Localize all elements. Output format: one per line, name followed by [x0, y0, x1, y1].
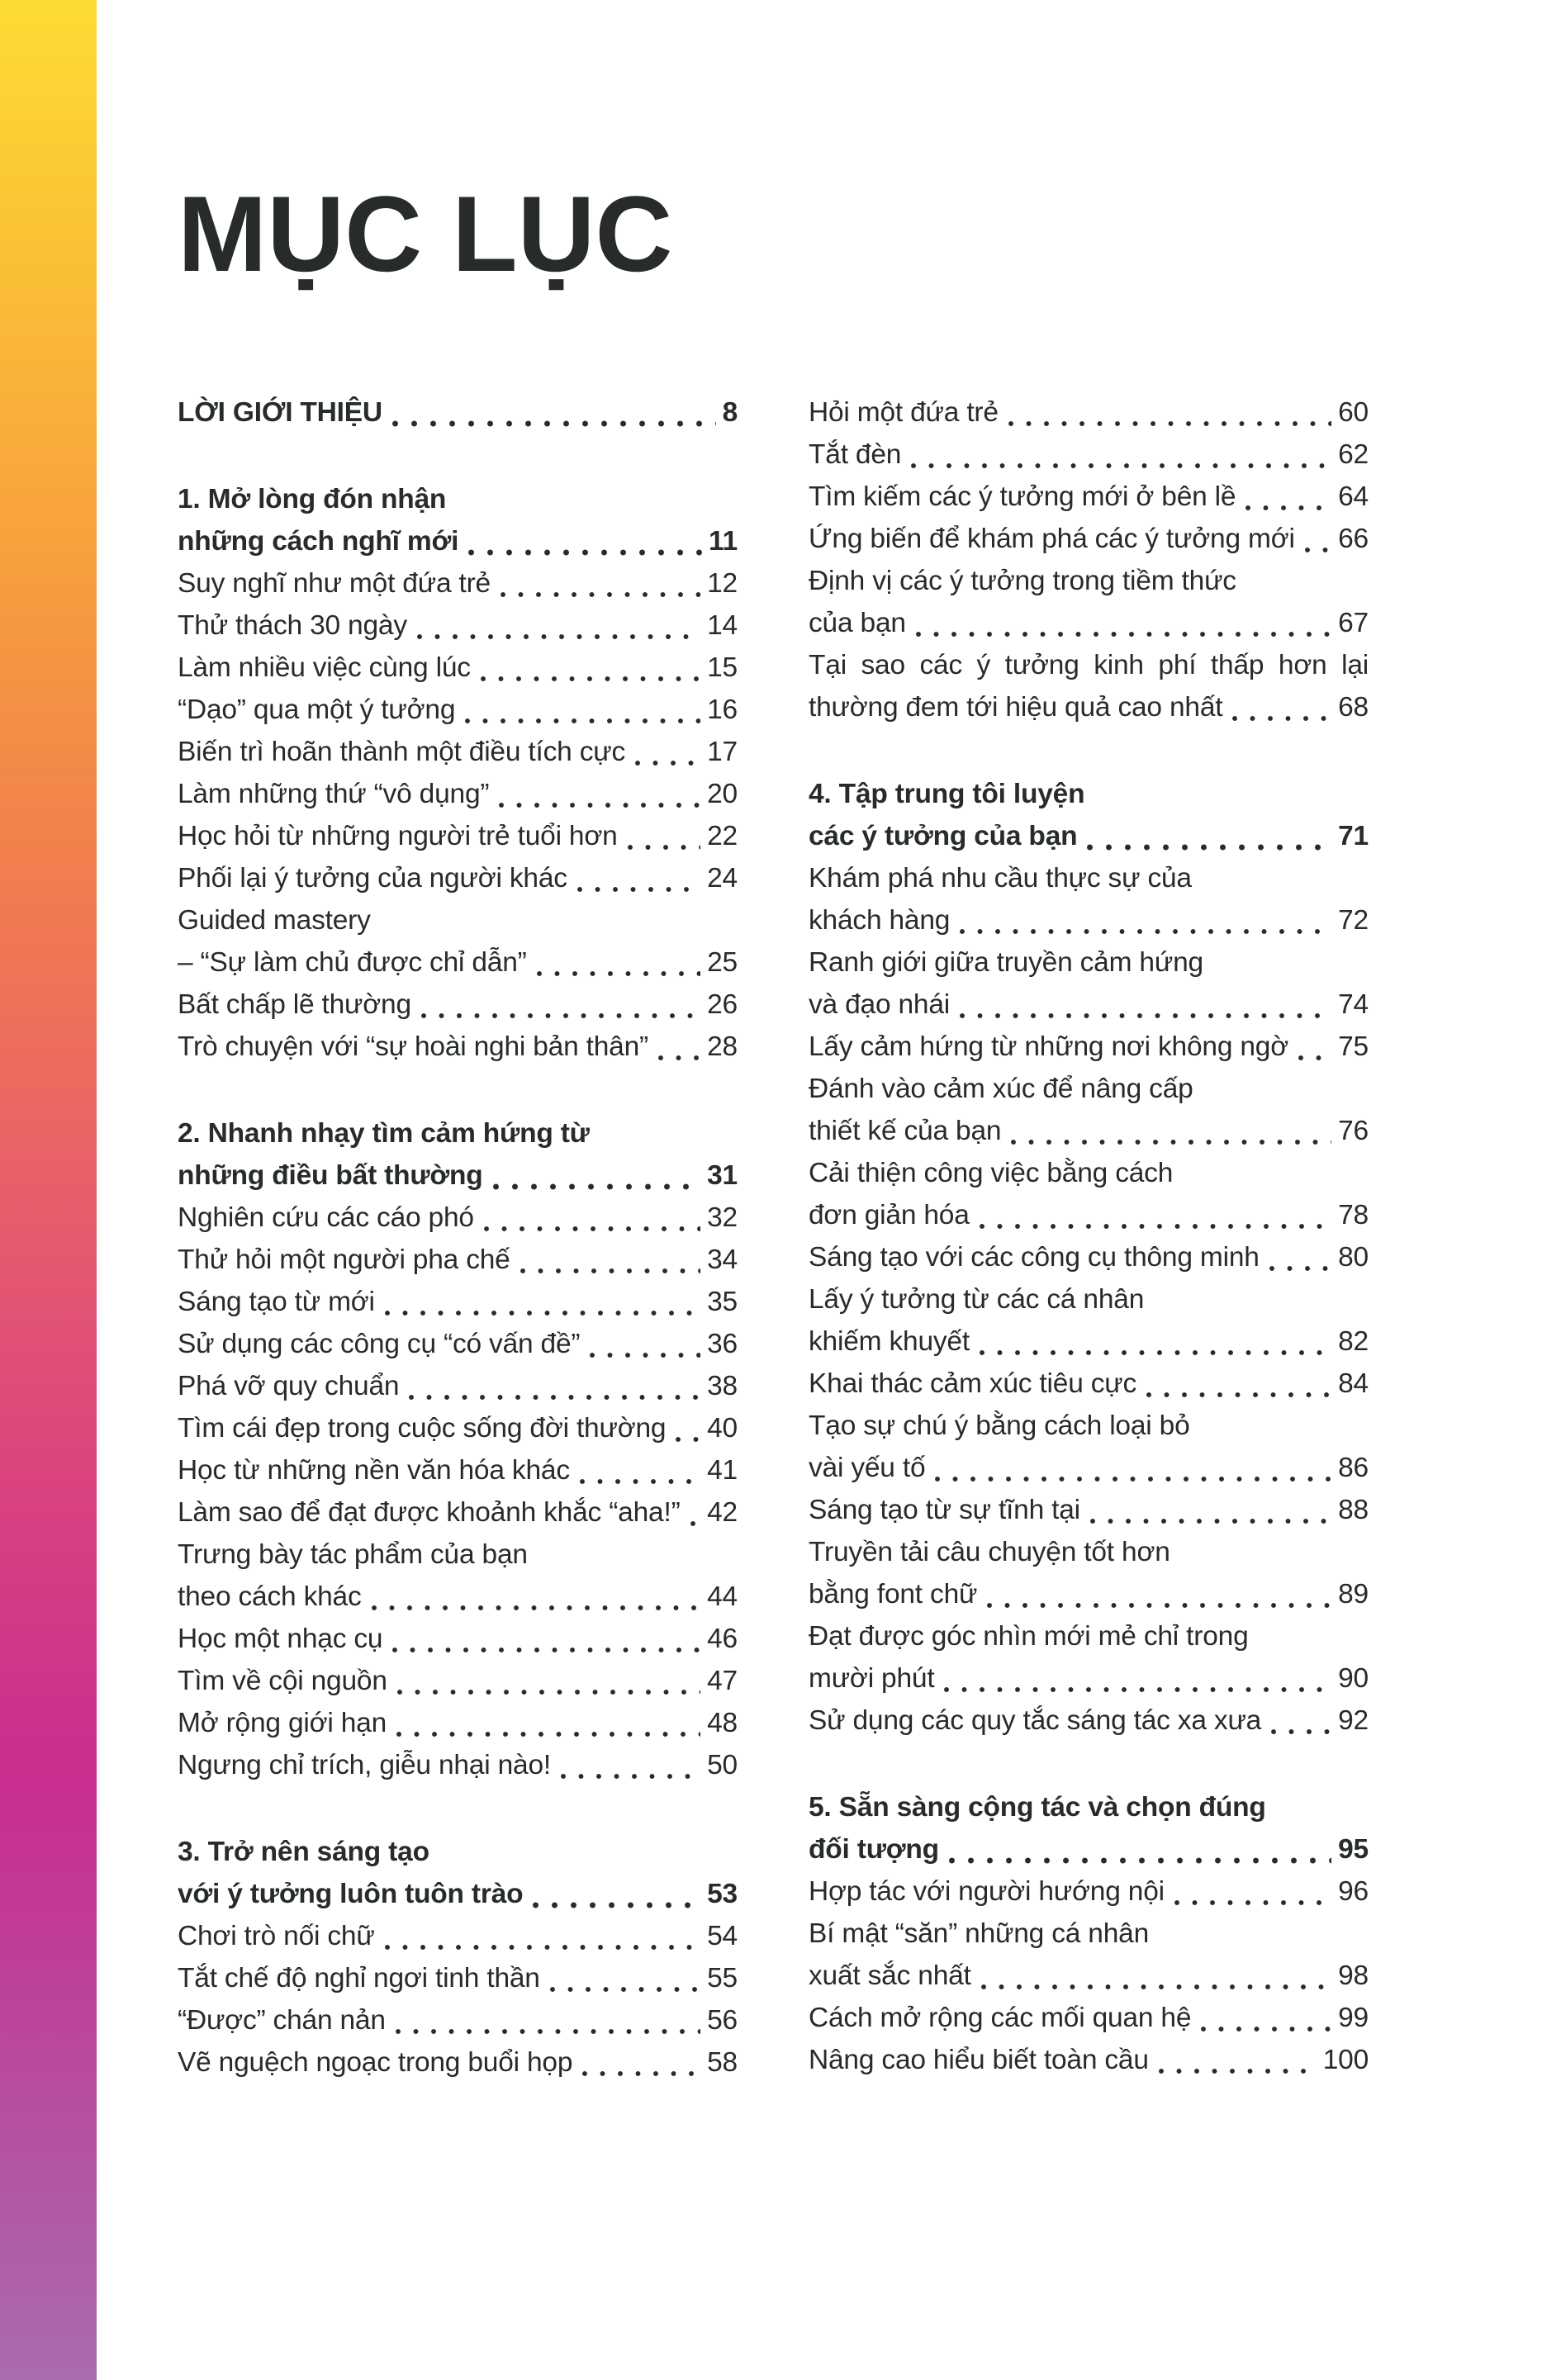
toc-entry-page: 72 — [1338, 905, 1369, 936]
toc-row — [809, 1278, 1369, 1320]
toc-entry-page: 89 — [1338, 1579, 1369, 1610]
toc-row — [809, 1828, 1369, 1870]
toc-row — [178, 1449, 738, 1491]
toc-entry-page: 90 — [1338, 1663, 1369, 1694]
dot-leader — [978, 1222, 1331, 1230]
toc-entry-title: 5. Sẵn sàng cộng tác và chọn đúng — [809, 1792, 1266, 1823]
toc-entry-title: Ngưng chỉ trích, giễu nhại nào! — [178, 1750, 552, 1780]
dot-leader — [391, 1646, 700, 1654]
toc-entry-title: những cách nghĩ mới — [178, 526, 459, 557]
dot-leader — [1157, 2067, 1317, 2075]
dot-leader — [626, 843, 701, 851]
toc-entry-title: Tạo sự chú ý bằng cách loại bỏ — [809, 1410, 1190, 1441]
toc-entry-page: 15 — [707, 652, 738, 683]
toc-entry-title: Guided mastery — [178, 905, 371, 936]
dot-leader — [463, 717, 700, 725]
toc-entry-title: “Được” chán nản — [178, 2005, 386, 2036]
dot-leader — [588, 1351, 700, 1359]
toc-row — [178, 1831, 738, 1873]
dot-leader — [370, 1604, 701, 1612]
toc-entry-page: 53 — [707, 1879, 738, 1909]
toc-entry-title: xuất sắc nhất — [809, 1960, 971, 1991]
toc-entry-title: Làm những thứ “vô dụng” — [178, 779, 490, 809]
toc-entry-title: Tìm về cội nguồn — [178, 1666, 387, 1696]
toc-row — [178, 2041, 738, 2084]
toc-row — [809, 1110, 1369, 1152]
toc-row — [178, 857, 738, 899]
toc-row — [178, 1576, 738, 1618]
toc-row — [178, 1660, 738, 1702]
dot-leader — [491, 1183, 701, 1191]
toc-entry-title: Cách mở rộng các mối quan hệ — [809, 2003, 1192, 2033]
toc-entry-page: 86 — [1338, 1453, 1369, 1483]
toc-entry-page: 95 — [1338, 1834, 1369, 1865]
toc-entry-title: và đạo nhái — [809, 989, 951, 1020]
toc-entry-page: 67 — [1338, 608, 1369, 638]
toc-entry-page: 84 — [1338, 1368, 1369, 1399]
toc-entry-page: 34 — [707, 1245, 738, 1275]
toc-row — [809, 1152, 1369, 1194]
toc-entry-title: những điều bất thường — [178, 1160, 483, 1191]
toc-entry-title: 4. Tập trung tôi luyện — [809, 779, 1085, 809]
toc-entry-title: LỜI GIỚI THIỆU — [178, 397, 382, 428]
toc-row — [809, 1405, 1369, 1447]
toc-row — [809, 391, 1369, 434]
toc-entry-page: 48 — [707, 1708, 738, 1738]
toc-entry-page: 26 — [707, 989, 738, 1020]
dot-leader — [394, 2027, 700, 2036]
toc-row — [809, 644, 1369, 686]
toc-entry-page: 42 — [707, 1497, 738, 1528]
toc-entry-title: Phối lại ý tưởng của người khác — [178, 863, 567, 894]
toc-row — [178, 1323, 738, 1365]
toc-entry-title: Tại sao các ý tưởng kinh phí thấp hơn lại — [809, 650, 1369, 680]
toc-row — [178, 1112, 738, 1154]
toc-entry-title: Đánh vào cảm xúc để nâng cấp — [809, 1074, 1193, 1104]
toc-entry-page: 96 — [1338, 1876, 1369, 1907]
toc-entry-title: Sáng tạo từ sự tĩnh tại — [809, 1495, 1080, 1525]
toc-entry-title: Mở rộng giới hạn — [178, 1708, 387, 1738]
toc-row — [809, 1913, 1369, 1955]
toc-entry-page: 56 — [707, 2005, 738, 2036]
toc-row — [809, 2039, 1369, 2081]
toc-row — [809, 773, 1369, 815]
dot-leader — [978, 1349, 1331, 1357]
toc-column-left — [178, 391, 738, 2084]
toc-row — [809, 434, 1369, 476]
toc-entry-title: 3. Trở nên sáng tạo — [178, 1837, 429, 1867]
toc-entry-title: Khai thác cảm xúc tiêu cực — [809, 1368, 1137, 1399]
toc-entry-title: 1. Mở lòng đón nhận — [178, 484, 447, 514]
toc-page — [178, 0, 1369, 2084]
toc-entry-title: Đạt được góc nhìn mới mẻ chỉ trong — [809, 1621, 1249, 1652]
toc-row — [178, 1702, 738, 1744]
toc-row — [178, 689, 738, 731]
toc-row — [178, 1281, 738, 1323]
dot-leader — [407, 1393, 700, 1401]
dot-leader — [395, 1730, 700, 1738]
toc-entry-page: 25 — [707, 947, 738, 978]
toc-entry-page: 12 — [707, 568, 738, 599]
toc-entry-title: Bí mật “săn” những cá nhân — [809, 1918, 1150, 1949]
toc-entry-page: 17 — [707, 737, 738, 767]
toc-entry-page: 68 — [1338, 692, 1369, 723]
toc-entry-title: đơn giản hóa — [809, 1200, 970, 1230]
toc-row — [809, 560, 1369, 602]
toc-entry-page: 75 — [1338, 1031, 1369, 1062]
dot-leader — [914, 630, 1331, 638]
toc-entry-page: 44 — [707, 1581, 738, 1612]
toc-row — [809, 1363, 1369, 1405]
toc-entry-title: Lấy ý tưởng từ các cá nhân — [809, 1284, 1145, 1315]
page-title: MỤC LỤC — [178, 173, 673, 294]
toc-entry-page: 64 — [1338, 481, 1369, 512]
toc-entry-title: Trò chuyện với “sự hoài nghi bản thân” — [178, 1031, 648, 1062]
toc-row — [809, 899, 1369, 941]
toc-entry-title: Bất chấp lẽ thường — [178, 989, 411, 1020]
toc-row — [178, 1618, 738, 1660]
dot-leader — [1007, 420, 1331, 428]
dot-leader — [548, 1985, 700, 1994]
dot-leader — [497, 801, 700, 809]
toc-row — [809, 602, 1369, 644]
toc-entry-title: Hỏi một đứa trẻ — [809, 397, 999, 428]
toc-entry-page: 40 — [707, 1413, 738, 1444]
dot-leader — [559, 1772, 700, 1780]
dot-leader — [958, 1012, 1331, 1020]
toc-entry-page: 82 — [1338, 1326, 1369, 1357]
dot-leader — [909, 462, 1331, 470]
toc-entry-title: Ranh giới giữa truyền cảm hứng — [809, 947, 1203, 978]
toc-entry-title: Truyền tải câu chuyện tốt hơn — [809, 1537, 1170, 1567]
toc-entry-title: đối tượng — [809, 1834, 939, 1865]
toc-row — [809, 1955, 1369, 1997]
toc-entry-page: 47 — [707, 1666, 738, 1696]
dot-leader — [1269, 1728, 1331, 1736]
toc-entry-title: mười phút — [809, 1663, 935, 1694]
dot-leader — [581, 2069, 700, 2078]
dot-leader — [479, 675, 700, 683]
toc-entry-page: 24 — [707, 863, 738, 894]
toc-entry-page: 66 — [1338, 524, 1369, 554]
dot-leader — [985, 1601, 1331, 1610]
toc-entry-title: với ý tưởng luôn tuôn trào — [178, 1879, 524, 1909]
toc-row — [809, 1194, 1369, 1236]
toc-entry-title: Lấy cảm hứng từ những nơi không ngờ — [809, 1031, 1289, 1062]
toc-row — [178, 604, 738, 647]
toc-row — [809, 1573, 1369, 1615]
toc-row — [178, 1744, 738, 1786]
toc-row — [178, 773, 738, 815]
toc-entry-title: theo cách khác — [178, 1581, 362, 1612]
toc-row — [178, 478, 738, 520]
toc-entry-title: 2. Nhanh nhạy tìm cảm hứng từ — [178, 1118, 590, 1149]
toc-row — [178, 1154, 738, 1197]
toc-entry-title: Sử dụng các công cụ “có vấn đề” — [178, 1329, 581, 1359]
toc-entry-page: 46 — [707, 1624, 738, 1654]
dot-leader — [383, 1309, 700, 1317]
dot-leader — [1089, 1517, 1331, 1525]
toc-column-right — [809, 391, 1369, 2084]
dot-leader — [933, 1475, 1331, 1483]
toc-entry-title: – “Sự làm chủ được chỉ dẫn” — [178, 947, 527, 978]
toc-row — [809, 1489, 1369, 1531]
toc-entry-page: 8 — [722, 397, 738, 428]
toc-entry-page: 74 — [1338, 989, 1369, 1020]
toc-columns — [178, 391, 1369, 2084]
toc-entry-page: 88 — [1338, 1495, 1369, 1525]
toc-row — [809, 1786, 1369, 1828]
dot-leader — [689, 1520, 701, 1528]
toc-entry-page: 55 — [707, 1963, 738, 1994]
dot-leader — [499, 590, 700, 599]
toc-entry-title: Làm sao để đạt được khoảnh khắc “aha!” — [178, 1497, 681, 1528]
toc-entry-title: thường đem tới hiệu quả cao nhất — [809, 692, 1223, 723]
toc-entry-page: 38 — [707, 1371, 738, 1401]
toc-row — [178, 815, 738, 857]
dot-leader — [396, 1688, 700, 1696]
toc-entry-title: các ý tưởng của bạn — [809, 821, 1078, 851]
dot-leader — [1085, 843, 1331, 851]
toc-row — [178, 1999, 738, 2041]
dot-leader — [947, 1856, 1331, 1865]
toc-row — [809, 857, 1369, 899]
toc-entry-title: Khám phá nhu cầu thực sự của — [809, 863, 1192, 894]
toc-entry-page: 32 — [707, 1202, 738, 1233]
dot-leader — [1303, 546, 1331, 554]
toc-entry-page: 31 — [707, 1160, 738, 1191]
toc-entry-page: 35 — [707, 1287, 738, 1317]
gradient-strip — [0, 0, 97, 2380]
toc-entry-title: Nghiên cứu các cáo phó — [178, 1202, 474, 1233]
toc-entry-title: của bạn — [809, 608, 906, 638]
dot-leader — [1173, 1899, 1331, 1907]
toc-entry-title: Sử dụng các quy tắc sáng tác xa xưa — [809, 1705, 1262, 1736]
toc-entry-title: Học từ những nền văn hóa khác — [178, 1455, 570, 1486]
toc-row — [178, 1365, 738, 1407]
dot-leader — [1231, 714, 1331, 723]
toc-row — [178, 1026, 738, 1068]
dot-leader — [1268, 1264, 1331, 1273]
toc-entry-page: 99 — [1338, 2003, 1369, 2033]
toc-row — [809, 1531, 1369, 1573]
toc-row — [178, 1873, 738, 1915]
dot-leader — [531, 1901, 700, 1909]
toc-entry-title: Học hỏi từ những người trẻ tuổi hơn — [178, 821, 618, 851]
toc-row — [178, 1239, 738, 1281]
toc-entry-page: 100 — [1322, 2045, 1369, 2075]
dot-leader — [391, 420, 716, 428]
toc-row — [178, 1957, 738, 1999]
toc-entry-title: “Dạo” qua một ý tưởng — [178, 695, 456, 725]
dot-leader — [467, 548, 702, 557]
toc-entry-title: Hợp tác với người hướng nội — [809, 1876, 1165, 1907]
toc-entry-page: 14 — [707, 610, 738, 641]
toc-entry-page: 50 — [707, 1750, 738, 1780]
toc-entry-title: thiết kế của bạn — [809, 1116, 1002, 1146]
toc-row — [809, 1236, 1369, 1278]
toc-entry-title: Phá vỡ quy chuẩn — [178, 1371, 400, 1401]
toc-entry-title: Tắt chế độ nghỉ ngơi tinh thần — [178, 1963, 540, 1994]
toc-row — [178, 1534, 738, 1576]
toc-entry-title: Cải thiện công việc bằng cách — [809, 1158, 1174, 1188]
dot-leader — [1009, 1138, 1331, 1146]
toc-row — [809, 1870, 1369, 1913]
toc-entry-page: 54 — [707, 1921, 738, 1951]
dot-leader — [415, 633, 700, 641]
toc-row — [178, 647, 738, 689]
toc-row — [809, 518, 1369, 560]
toc-row — [178, 941, 738, 984]
toc-row — [809, 686, 1369, 728]
toc-entry-title: Tìm kiếm các ý tưởng mới ở bên lề — [809, 481, 1236, 512]
toc-entry-page: 92 — [1338, 1705, 1369, 1736]
toc-row — [809, 1026, 1369, 1068]
toc-row — [809, 1615, 1369, 1657]
toc-row — [178, 731, 738, 773]
toc-entry-page: 71 — [1338, 821, 1369, 851]
toc-entry-page: 80 — [1338, 1242, 1369, 1273]
toc-row — [809, 984, 1369, 1026]
toc-entry-title: vài yếu tố — [809, 1453, 926, 1483]
toc-entry-title: Nâng cao hiểu biết toàn cầu — [809, 2045, 1149, 2075]
toc-entry-page: 78 — [1338, 1200, 1369, 1230]
toc-entry-page: 36 — [707, 1329, 738, 1359]
toc-entry-page: 60 — [1338, 397, 1369, 428]
toc-row — [809, 815, 1369, 857]
toc-row — [809, 941, 1369, 984]
dot-leader — [519, 1267, 701, 1275]
toc-entry-title: Chơi trò nối chữ — [178, 1921, 375, 1951]
toc-entry-page: 11 — [708, 526, 738, 557]
toc-entry-page: 41 — [707, 1455, 738, 1486]
dot-leader — [958, 927, 1331, 936]
toc-entry-page: 58 — [707, 2047, 738, 2078]
toc-row — [178, 1197, 738, 1239]
toc-row — [809, 1447, 1369, 1489]
toc-entry-title: khách hàng — [809, 905, 951, 936]
toc-row — [178, 1491, 738, 1534]
toc-entry-page: 22 — [707, 821, 738, 851]
toc-row — [178, 520, 738, 562]
dot-leader — [535, 970, 700, 978]
toc-entry-page: 28 — [707, 1031, 738, 1062]
toc-entry-title: bằng font chữ — [809, 1579, 978, 1610]
toc-row — [809, 1657, 1369, 1700]
toc-entry-title: Sáng tạo từ mới — [178, 1287, 375, 1317]
toc-entry-page: 98 — [1338, 1960, 1369, 1991]
toc-entry-title: Thử thách 30 ngày — [178, 610, 407, 641]
toc-row — [178, 391, 738, 434]
dot-leader — [1145, 1391, 1331, 1399]
toc-row — [178, 984, 738, 1026]
dot-leader — [1199, 2025, 1331, 2033]
toc-entry-page: 76 — [1338, 1116, 1369, 1146]
dot-leader — [1244, 504, 1331, 512]
toc-entry-title: Biến trì hoãn thành một điều tích cực — [178, 737, 626, 767]
dot-leader — [942, 1685, 1331, 1694]
toc-entry-title: Sáng tạo với các công cụ thông minh — [809, 1242, 1260, 1273]
toc-entry-title: Thử hỏi một người pha chế — [178, 1245, 510, 1275]
dot-leader — [1297, 1054, 1331, 1062]
dot-leader — [980, 1983, 1331, 1991]
dot-leader — [576, 885, 700, 894]
toc-row — [809, 1068, 1369, 1110]
toc-entry-title: Vẽ nguệch ngoạc trong buổi họp — [178, 2047, 573, 2078]
toc-row — [178, 562, 738, 604]
toc-entry-title: Học một nhạc cụ — [178, 1624, 383, 1654]
toc-entry-title: Tìm cái đẹp trong cuộc sống đời thường — [178, 1413, 667, 1444]
toc-entry-page: 20 — [707, 779, 738, 809]
dot-leader — [482, 1225, 700, 1233]
dot-leader — [657, 1054, 700, 1062]
dot-leader — [578, 1477, 700, 1486]
toc-entry-title: khiếm khuyết — [809, 1326, 970, 1357]
toc-entry-title: Định vị các ý tưởng trong tiềm thức — [809, 566, 1236, 596]
dot-leader — [674, 1435, 700, 1444]
dot-leader — [420, 1012, 700, 1020]
toc-row — [809, 1700, 1369, 1742]
dot-leader — [383, 1943, 701, 1951]
toc-entry-title: Tắt đèn — [809, 439, 902, 470]
dot-leader — [633, 759, 700, 767]
toc-entry-title: Ứng biến để khám phá các ý tưởng mới — [809, 524, 1295, 554]
toc-row — [809, 1320, 1369, 1363]
toc-entry-title: Trưng bày tác phẩm của bạn — [178, 1539, 528, 1570]
toc-row — [809, 476, 1369, 518]
toc-entry-page: 62 — [1338, 439, 1369, 470]
toc-row — [178, 899, 738, 941]
toc-row — [178, 1915, 738, 1957]
toc-entry-title: Suy nghĩ như một đứa trẻ — [178, 568, 491, 599]
toc-entry-page: 16 — [707, 695, 738, 725]
toc-row — [178, 1407, 738, 1449]
toc-entry-title: Làm nhiều việc cùng lúc — [178, 652, 471, 683]
toc-row — [809, 1997, 1369, 2039]
